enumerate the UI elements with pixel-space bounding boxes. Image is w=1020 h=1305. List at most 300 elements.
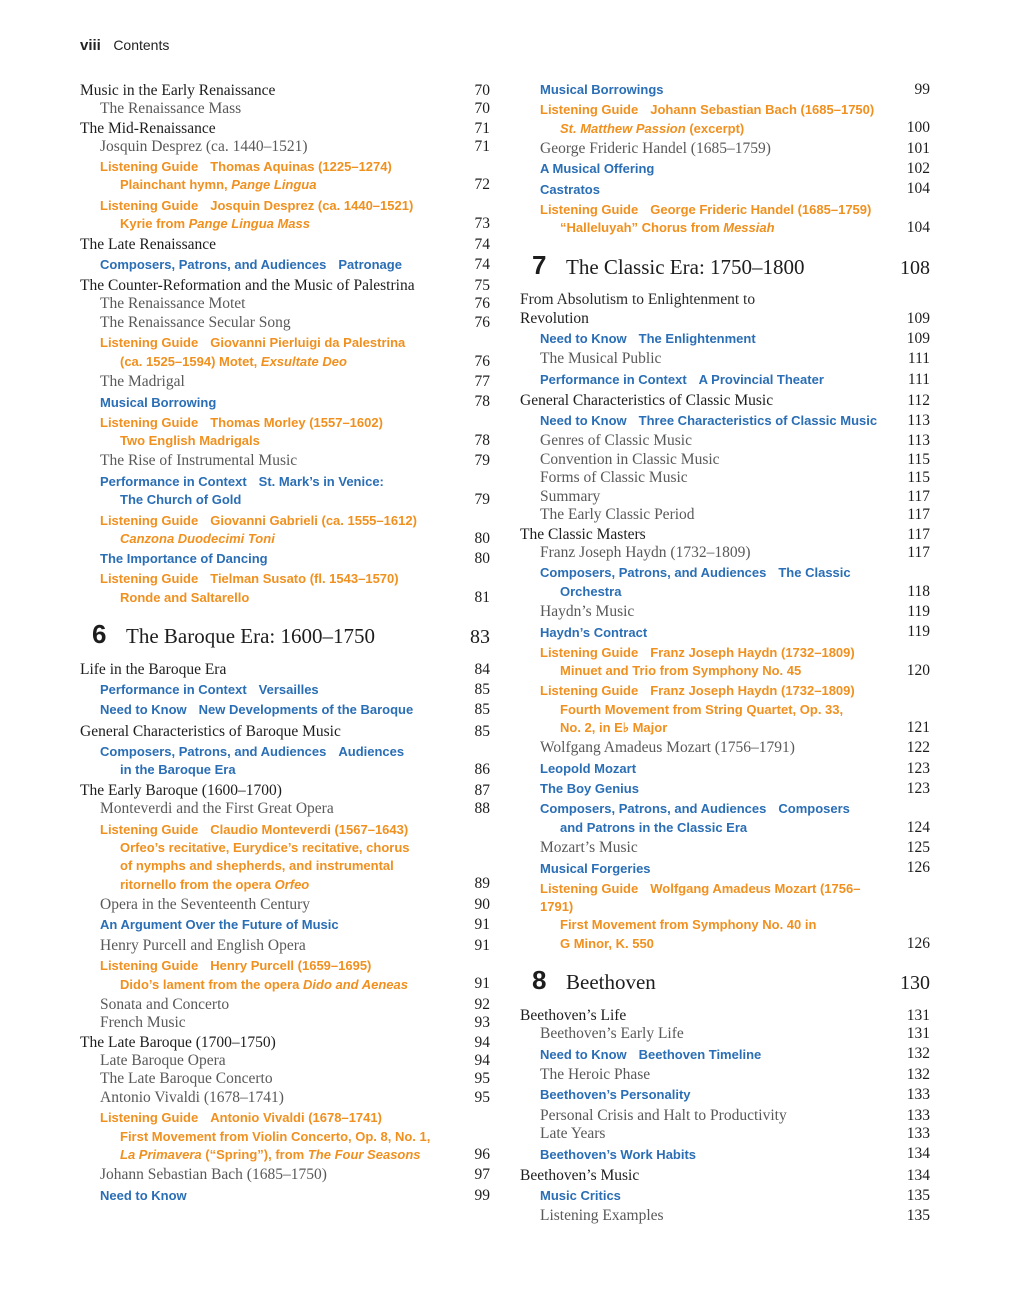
- entry-text: [100, 256, 452, 274]
- work-title: The Four Seasons: [307, 1146, 421, 1162]
- toc-subsection: [80, 373, 490, 392]
- page-ref: 85: [474, 680, 490, 698]
- entry-text-run: Two English Madrigals: [120, 433, 260, 449]
- toc-subsection: [80, 1070, 490, 1089]
- page-ref: 74: [474, 255, 490, 273]
- entry-text: The Renaissance Mass: [100, 100, 242, 117]
- entry-continuation: [540, 719, 892, 737]
- entry-text-run: “Halleluyah” Chorus from: [560, 220, 724, 236]
- feature-heading: A Provincial Theater: [698, 371, 824, 387]
- chapter-title: Beethoven: [566, 970, 656, 995]
- page-ref: 131: [906, 1007, 930, 1025]
- page-ref: 132: [906, 1045, 930, 1063]
- toc-feature-box: [520, 81, 930, 99]
- entry-text: [540, 1046, 892, 1064]
- page-ref: 85: [474, 722, 490, 740]
- entry-text: Listening Examples: [540, 1207, 664, 1225]
- entry-text-run: Minuet and Trio from Symphony No. 45: [560, 663, 802, 679]
- entry-continuation: [540, 935, 892, 953]
- feature-category: Listening Guide: [540, 644, 639, 660]
- toc-section: [80, 722, 490, 741]
- feature-category: Need to Know: [540, 1046, 627, 1062]
- entry-continuation: [100, 1146, 452, 1164]
- toc-subsection: [80, 452, 490, 471]
- entry-text: Late Baroque Opera: [100, 1051, 226, 1069]
- entry-text-run: Plainchant hymn,: [120, 177, 232, 193]
- toc-subsection: [520, 469, 930, 488]
- page-ref: 115: [907, 450, 930, 468]
- page-ref: 102: [906, 160, 930, 178]
- feature-heading: Musical Borrowing: [100, 394, 217, 410]
- page-ref: 104: [906, 180, 930, 198]
- feature-heading: Composers: [778, 801, 850, 817]
- entry-continuation: [100, 491, 452, 509]
- page-ref: 88: [474, 800, 490, 818]
- feature-category: Need to Know: [540, 413, 627, 429]
- entry-text: [540, 1086, 892, 1104]
- page-ref: 95: [474, 1070, 490, 1088]
- feature-category: Composers, Patrons, and Audiences: [100, 743, 327, 759]
- feature-category: Listening Guide: [100, 571, 199, 587]
- toc-feature-box: [80, 743, 490, 780]
- entry-continuation: [540, 662, 892, 680]
- toc-subsection: [80, 1014, 490, 1033]
- toc-feature-box: [520, 624, 930, 642]
- entry-text: The Renaissance Secular Song: [100, 313, 291, 331]
- toc-subsection: [520, 1125, 930, 1144]
- entry-text-run: The Church of Gold: [120, 492, 242, 508]
- entry-text-run: G Minor, K. 550: [560, 935, 654, 951]
- toc-subsection: [80, 314, 490, 333]
- entry-text: Monteverdi and the First Great Opera: [100, 800, 334, 818]
- chapter-number: 7: [532, 249, 547, 280]
- page-ref: 123: [906, 779, 930, 797]
- page-ref: 81: [474, 588, 490, 606]
- entry-continuation: [100, 761, 452, 779]
- feature-category: Need to Know: [540, 331, 627, 347]
- page-ref: 80: [474, 549, 490, 567]
- page-ref: 109: [906, 310, 930, 328]
- page-ref: 80: [474, 529, 490, 547]
- entry-text: Convention in Classic Music: [540, 450, 720, 468]
- toc-subsection: [520, 544, 930, 563]
- page-ref: 70: [474, 100, 490, 117]
- page-ref: 132: [906, 1065, 930, 1083]
- entry-continuation: [100, 530, 452, 548]
- page-ref: 104: [906, 219, 930, 237]
- entry-text: Antonio Vivaldi (1678–1741): [100, 1088, 284, 1106]
- feature-heading: Josquin Desprez (ca. 1440–1521): [210, 197, 414, 213]
- entry-text: [100, 743, 452, 780]
- entry-text: Personal Crisis and Halt to Productivity: [540, 1106, 787, 1124]
- feature-category: Composers, Patrons, and Audiences: [100, 257, 327, 273]
- page-ref: 94: [474, 1033, 490, 1051]
- entry-text: The Early Classic Period: [540, 506, 695, 524]
- entry-continuation: [100, 432, 452, 450]
- toc-listening-guide: [520, 201, 930, 238]
- chapter-heading: [520, 965, 930, 996]
- page-ref: 124: [906, 818, 930, 836]
- page-ref: 126: [906, 859, 930, 877]
- toc-feature-box: [80, 1187, 490, 1205]
- entry-text: Mozart’s Music: [540, 839, 638, 857]
- entry-text: The Madrigal: [100, 373, 185, 391]
- entry-text: [100, 512, 452, 549]
- entry-text: Josquin Desprez (ca. 1440–1521): [100, 137, 308, 155]
- page-ref: 135: [906, 1207, 930, 1225]
- entry-text: [100, 821, 452, 894]
- page-ref: 133: [906, 1125, 930, 1143]
- feature-category: Listening Guide: [100, 821, 199, 837]
- entry-text: [100, 957, 452, 994]
- entry-text: Summary: [540, 487, 601, 505]
- toc-subsection: [520, 350, 930, 369]
- page-ref: 134: [906, 1145, 930, 1163]
- toc-feature-box: [520, 160, 930, 178]
- entry-text-run: Kyrie from: [120, 215, 189, 231]
- entry-text-run: (“Spring”), from: [201, 1146, 308, 1162]
- page-ref: 94: [474, 1051, 490, 1069]
- work-title: Orfeo: [274, 876, 310, 892]
- toc-section: [80, 235, 490, 254]
- feature-heading: Beethoven’s Personality: [540, 1087, 691, 1103]
- toc-listening-guide: [80, 1109, 490, 1164]
- entry-text-run: Orfeo’s recitative, Eurydice’s recitative, chorus: [120, 840, 410, 856]
- chapter-title: The Classic Era: 1750–1800: [566, 254, 805, 279]
- entry-text: George Frideric Handel (1685–1759): [540, 139, 771, 157]
- work-title: La Primavera: [120, 1146, 202, 1162]
- toc-feature-box: [80, 681, 490, 699]
- entry-text: [100, 701, 452, 719]
- feature-heading: Giovanni Pierluigi da Palestrina: [210, 335, 406, 351]
- page-ref: 79: [474, 491, 490, 509]
- page-ref: 118: [907, 582, 930, 600]
- page-ref: 96: [474, 1145, 490, 1163]
- feature-category: Listening Guide: [100, 159, 199, 174]
- toc-feature-box: [520, 1146, 930, 1164]
- page-ref: 119: [907, 623, 930, 641]
- toc-feature-box: [80, 394, 490, 412]
- chapter-page: 108: [900, 256, 930, 279]
- feature-heading: Patronage: [338, 257, 402, 273]
- entry-text: [540, 101, 892, 138]
- toc-section: [80, 1033, 490, 1052]
- feature-category: Composers, Patrons, and Audiences: [540, 801, 767, 817]
- chapter-number: 8: [532, 965, 547, 996]
- entry-continuation: [100, 839, 452, 857]
- entry-text: The Musical Public: [540, 350, 662, 368]
- toc-subsection: [520, 506, 930, 525]
- toc-subsection: [520, 739, 930, 758]
- feature-heading: Castratos: [540, 181, 600, 197]
- page-ref: 122: [906, 739, 930, 757]
- entry-text: The Late Baroque (1700–1750): [80, 1033, 276, 1051]
- entry-text-run: ritornello from the opera: [120, 876, 275, 892]
- toc-subsection: [80, 138, 490, 157]
- page-ref: 86: [474, 760, 490, 778]
- entry-text: The Classic Masters: [520, 525, 646, 543]
- entry-text: [540, 880, 892, 953]
- feature-heading: Johann Sebastian Bach (1685–1750): [650, 102, 875, 118]
- toc-section: [520, 525, 930, 544]
- toc-subsection: [520, 839, 930, 858]
- entry-continuation: [540, 819, 892, 837]
- entry-continuation: [100, 857, 452, 875]
- toc-section: [80, 276, 490, 295]
- toc-subsection: [80, 937, 490, 956]
- entry-text-run: Fourth Movement from String Quartet, Op. 33,: [560, 701, 844, 717]
- chapter-number: 6: [92, 619, 107, 650]
- toc-feature-box: [520, 181, 930, 199]
- toc-right-column: [520, 81, 930, 1226]
- feature-heading: Music Critics: [540, 1187, 621, 1203]
- entry-continuation: [100, 876, 452, 894]
- feature-category: Listening Guide: [540, 880, 639, 896]
- entry-continuation: [540, 583, 892, 601]
- entry-text: Henry Purcell and English Opera: [100, 936, 306, 954]
- entry-text: The Renaissance Motet: [100, 295, 246, 313]
- entry-continuation: [100, 176, 452, 194]
- entry-text: [540, 81, 892, 99]
- entry-text: [540, 1146, 892, 1164]
- entry-continuation: [540, 219, 892, 237]
- running-title: Contents: [113, 37, 170, 53]
- entry-text: Forms of Classic Music: [540, 469, 688, 487]
- feature-heading: Leopold Mozart: [540, 760, 637, 776]
- toc-section: [520, 391, 930, 410]
- entry-text: [540, 860, 892, 878]
- page-ref: 91: [474, 916, 490, 934]
- page-ref: 75: [474, 277, 490, 295]
- entry-text: Late Years: [540, 1125, 606, 1143]
- entry-text: Sonata and Concerto: [100, 995, 230, 1013]
- feature-heading: George Frideric Handel (1685–1759): [650, 201, 872, 217]
- entry-text: [100, 550, 452, 568]
- page-ref: 121: [906, 718, 930, 736]
- page-ref: 134: [906, 1166, 930, 1184]
- page-ref: 76: [474, 352, 490, 370]
- page-ref: 111: [907, 370, 930, 388]
- entry-text: [100, 473, 452, 510]
- page-ref: 76: [474, 295, 490, 313]
- entry-text: [540, 1187, 892, 1205]
- entry-text: General Characteristics of Baroque Music: [80, 722, 341, 740]
- entry-text: [100, 681, 452, 699]
- feature-heading: Beethoven Timeline: [638, 1046, 762, 1062]
- feature-category: Listening Guide: [100, 414, 199, 430]
- page-ref: 95: [474, 1088, 490, 1106]
- chapter-title: The Baroque Era: 1600–1750: [126, 624, 376, 649]
- toc-section: [80, 119, 490, 138]
- entry-text: [540, 624, 892, 642]
- feature-heading: The Classic: [778, 565, 851, 581]
- page-ref: 120: [906, 661, 930, 679]
- feature-heading: Three Characteristics of Classic Music: [638, 413, 878, 429]
- page-ref: 72: [474, 176, 490, 194]
- entry-text: Beethoven’s Life: [520, 1007, 627, 1025]
- feature-heading: Audiences: [338, 743, 405, 759]
- entry-text: Wolfgang Amadeus Mozart (1756–1791): [540, 739, 795, 757]
- entry-text: Music in the Early Renaissance: [80, 82, 276, 99]
- page-ref: 100: [906, 119, 930, 137]
- toc-feature-box: [520, 1086, 930, 1104]
- page-ref: 131: [906, 1025, 930, 1043]
- chapter-page: 130: [900, 972, 930, 995]
- toc-feature-box: [520, 412, 930, 430]
- entry-text: General Characteristics of Classic Music: [520, 392, 774, 410]
- feature-heading: The Importance of Dancing: [100, 551, 268, 567]
- feature-heading: A Musical Offering: [540, 161, 655, 177]
- feature-heading: Haydn’s Contract: [540, 624, 648, 640]
- entry-text: The Heroic Phase: [540, 1065, 651, 1083]
- page-ref: 112: [907, 392, 930, 410]
- feature-heading: St. Mark’s in Venice:: [258, 473, 384, 489]
- feature-category: Performance in Context: [540, 371, 687, 387]
- feature-heading: Giovanni Gabrieli (ca. 1555–1612): [210, 512, 417, 528]
- page-ref: 126: [906, 934, 930, 952]
- toc-feature-box: [520, 330, 930, 348]
- page-ref: 78: [474, 393, 490, 411]
- work-title: Pange Lingua Mass: [188, 215, 311, 231]
- page-ref: 101: [906, 139, 930, 157]
- page-ref: 135: [906, 1186, 930, 1204]
- feature-heading: An Argument Over the Future of Music: [100, 917, 339, 933]
- entry-text: [540, 160, 892, 178]
- toc-subsection: [520, 140, 930, 159]
- feature-category: Performance in Context: [100, 682, 247, 698]
- feature-heading: The Enlightenment: [638, 331, 756, 347]
- toc-subsection: [80, 1166, 490, 1185]
- entry-text: [540, 644, 892, 681]
- page-ref: 78: [474, 431, 490, 449]
- page-ref: 90: [474, 895, 490, 913]
- work-title: Canzona Duodecimi Toni: [120, 530, 275, 546]
- entry-text-run: of nymphs and shepherds, and instrumental: [120, 858, 394, 874]
- toc-section: [80, 660, 490, 679]
- entry-text: From Absolutism to Enlightenment to: [520, 290, 756, 308]
- toc-feature-box: [520, 780, 930, 798]
- page-ref: 117: [907, 487, 930, 505]
- entry-text: [100, 916, 452, 934]
- work-title: Messiah: [723, 220, 775, 236]
- toc-feature-box: [520, 371, 930, 389]
- entry-text-run: (ca. 1525–1594) Motet,: [120, 353, 261, 369]
- entry-text-run: in the Baroque Era: [120, 761, 236, 777]
- entry-text-run: (excerpt): [685, 120, 745, 136]
- feature-heading: Antonio Vivaldi (1678–1741): [210, 1110, 382, 1126]
- toc-section: [80, 781, 490, 800]
- chapter-page: 83: [470, 626, 490, 649]
- toc-subsection: [520, 603, 930, 622]
- toc-listening-guide: [80, 414, 490, 451]
- feature-category: Listening Guide: [100, 512, 199, 528]
- entry-text: [100, 414, 452, 451]
- entry-text: [540, 330, 892, 348]
- entry-text: [100, 197, 452, 234]
- entry-text: [100, 394, 452, 412]
- feature-category: Listening Guide: [540, 102, 639, 118]
- page-ref: 111: [907, 350, 930, 368]
- toc-feature-box: [80, 701, 490, 719]
- page-ref: 77: [474, 373, 490, 391]
- toc-subsection: [80, 800, 490, 819]
- page-ref: 113: [907, 432, 930, 450]
- toc-subsection: [520, 1066, 930, 1085]
- toc-subsection: [80, 996, 490, 1015]
- toc-listening-guide: [80, 158, 490, 195]
- entry-text: [540, 371, 892, 389]
- entry-continuation: [100, 215, 452, 233]
- entry-text: [100, 1187, 452, 1205]
- page-ref: 115: [907, 469, 930, 487]
- feature-heading: Wolfgang Amadeus Mozart (1756–1791): [540, 880, 861, 915]
- page-ref: 87: [474, 782, 490, 800]
- toc-listening-guide: [520, 644, 930, 681]
- page-ref: 91: [474, 936, 490, 954]
- entry-text: Revolution: [520, 310, 589, 328]
- page-ref: 109: [906, 329, 930, 347]
- work-title: Dido and Aeneas: [303, 976, 408, 992]
- toc-subsection: [520, 432, 930, 451]
- entry-text: [540, 800, 892, 837]
- page-ref: 71: [474, 119, 490, 137]
- page-ref: 119: [907, 603, 930, 621]
- toc-listening-guide: [80, 570, 490, 607]
- toc-feature-box: [80, 916, 490, 934]
- toc-listening-guide: [80, 821, 490, 894]
- toc-feature-box: [80, 473, 490, 510]
- toc-feature-box: [520, 860, 930, 878]
- entry-text: [100, 570, 452, 607]
- feature-heading: Versailles: [258, 682, 319, 698]
- entry-text: [540, 760, 892, 778]
- toc-listening-guide: [80, 334, 490, 371]
- toc-subsection: [80, 896, 490, 915]
- feature-category: Listening Guide: [100, 1110, 199, 1126]
- feature-heading: Thomas Morley (1557–1602): [210, 414, 383, 430]
- entry-text: [540, 412, 892, 430]
- page-ref: 117: [907, 543, 930, 561]
- page-ref: 70: [474, 82, 490, 99]
- feature-heading: Franz Joseph Haydn (1732–1809): [650, 683, 855, 699]
- entry-text: [540, 201, 892, 238]
- page-ref: 92: [474, 995, 490, 1013]
- feature-category: Listening Guide: [100, 958, 199, 974]
- page-ref: 79: [474, 452, 490, 470]
- feature-heading: New Developments of the Baroque: [198, 702, 414, 718]
- entry-continuation: [540, 701, 892, 719]
- toc-feature-box: [520, 564, 930, 601]
- entry-continuation: [100, 353, 452, 371]
- page-ref: 113: [907, 411, 930, 429]
- toc-listening-guide: [80, 512, 490, 549]
- work-title: Pange Lingua: [231, 177, 317, 193]
- page-ref: 125: [906, 839, 930, 857]
- entry-text-run: Dido’s lament from the opera: [120, 976, 303, 992]
- page-ref: 89: [474, 875, 490, 893]
- toc-listening-guide: [520, 682, 930, 737]
- page-ref: 84: [474, 661, 490, 679]
- page-ref: 91: [474, 975, 490, 993]
- toc-subsection: [80, 295, 490, 314]
- work-title: Exsultate Deo: [260, 353, 347, 369]
- toc-feature-box: [80, 550, 490, 568]
- work-title: St. Matthew Passion: [560, 120, 686, 136]
- entry-text: The Rise of Instrumental Music: [100, 452, 298, 470]
- page-ref: 133: [906, 1106, 930, 1124]
- toc-section: [520, 291, 930, 310]
- entry-continuation: [100, 1128, 452, 1146]
